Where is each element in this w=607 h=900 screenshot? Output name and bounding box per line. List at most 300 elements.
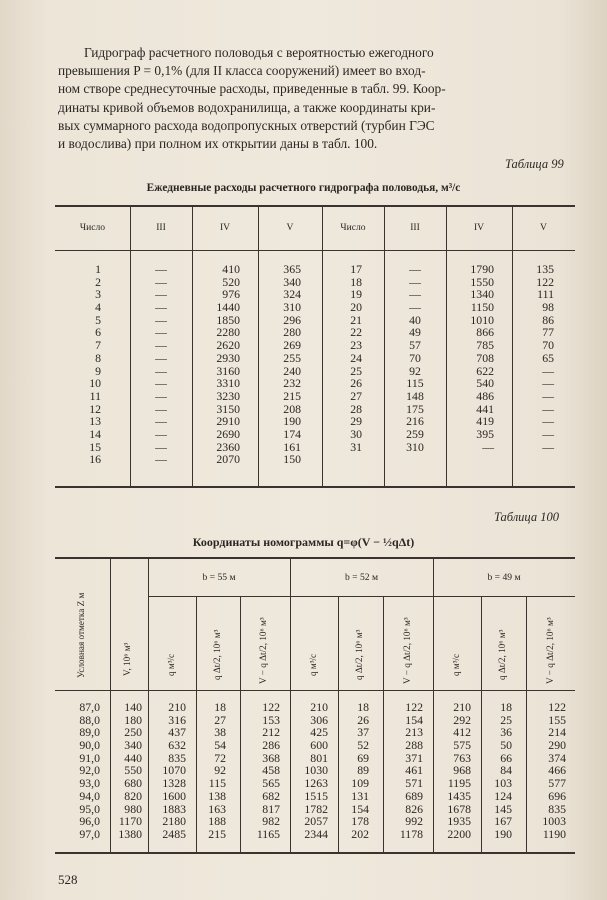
table-cell: —	[542, 426, 554, 441]
table-cell: 763	[453, 750, 471, 765]
table-cell: 124	[494, 788, 512, 803]
table-cell: —	[155, 350, 167, 365]
table99-col	[258, 263, 301, 466]
table-cell: 36	[500, 725, 512, 740]
table-cell: —	[155, 401, 167, 416]
table99-col	[512, 263, 554, 453]
table100-col	[55, 701, 100, 841]
table-cell: 65	[542, 350, 554, 365]
table-cell: 365	[283, 262, 301, 276]
table-cell: 440	[124, 750, 142, 765]
table-cell: 1195	[447, 776, 471, 791]
table-cell: 155	[548, 712, 566, 727]
table-cell: 622	[476, 363, 494, 378]
table-cell: 1150	[470, 300, 494, 315]
table-cell: 708	[476, 350, 494, 365]
table-cell: 371	[405, 750, 423, 765]
table-cell: 88,0	[79, 712, 100, 727]
table99-col	[384, 263, 446, 453]
table-cell: 77	[542, 325, 554, 340]
table-cell: 188	[208, 814, 226, 829]
table-cell: 2620	[216, 338, 240, 353]
table-cell: 167	[494, 814, 512, 829]
table99-header: III	[410, 222, 420, 233]
table-cell: 66	[500, 750, 512, 765]
table-cell: —	[155, 363, 167, 378]
paragraph-line: и водослива) при полном их открытии даны в табл. 100.	[58, 136, 378, 152]
table-cell: —	[542, 388, 554, 403]
table-cell: 49	[409, 325, 421, 340]
table-cell: 25	[350, 363, 362, 378]
table-cell: 2	[95, 274, 101, 289]
table-cell: 866	[476, 325, 494, 340]
table-cell: 111	[537, 287, 554, 302]
table-cell: 20	[350, 300, 362, 315]
table99-header: IV	[473, 222, 485, 233]
group-header: b = 49 м	[487, 572, 521, 583]
table99-header: III	[156, 222, 166, 233]
table-cell: 982	[262, 814, 280, 829]
table-cell: 2360	[216, 439, 240, 454]
table-cell: 2930	[216, 350, 240, 365]
table99-header: IV	[219, 222, 231, 233]
table100-title: Координаты номограммы q=φ(V − ½qΔt)	[192, 535, 415, 549]
table-cell: 52	[357, 738, 369, 753]
table99-header: V	[286, 222, 294, 233]
table-cell: 2280	[216, 325, 240, 340]
header-net-volume: V − q Δt/2, 10⁶ м³	[402, 617, 412, 684]
table-cell: 215	[283, 388, 301, 403]
table-cell: —	[542, 414, 554, 429]
paragraph-line: вых суммарного расхода водопропускных отверстий (турбин ГЭС	[58, 117, 435, 133]
table-cell: 96,0	[79, 814, 100, 829]
table-cell: 410	[222, 262, 240, 276]
table-cell: 425	[310, 725, 328, 740]
table-cell: 1070	[162, 763, 186, 778]
table99-header-rule	[55, 250, 575, 251]
header-volume: V, 10⁶ м³	[122, 642, 132, 676]
header-net-volume: V − q Δt/2, 10⁶ м³	[258, 617, 268, 684]
table-cell: 122	[262, 700, 280, 714]
table-cell: 232	[283, 376, 301, 391]
table-cell: 437	[168, 725, 186, 740]
table-cell: 280	[283, 325, 301, 340]
header-half-volume: q Δt/2, 10⁶ м³	[497, 629, 507, 680]
table-cell: 89,0	[79, 725, 100, 740]
table100-col	[383, 701, 423, 841]
table-cell: 1935	[447, 814, 471, 829]
table100-col	[148, 701, 186, 841]
table-cell: 14	[89, 426, 101, 441]
table-cell: 54	[214, 738, 226, 753]
table-cell: 97,0	[79, 826, 100, 841]
table-cell: 92,0	[79, 763, 100, 778]
table-cell: 540	[476, 376, 494, 391]
group-header: b = 55 м	[202, 572, 236, 583]
table-cell: 21	[350, 312, 362, 327]
table-cell: 70	[409, 350, 421, 365]
table100-label: Таблица 100	[494, 510, 559, 524]
table-cell: 374	[548, 750, 566, 765]
table-cell: 310	[283, 300, 301, 315]
table-cell: 29	[350, 414, 362, 429]
table-cell: 27	[350, 388, 362, 403]
table-cell: 466	[548, 763, 566, 778]
header-discharge: q м³/с	[166, 653, 176, 676]
paragraph-line: динаты кривой объемов водохранилища, а также координаты кри-	[58, 99, 436, 115]
table-cell: 15	[89, 439, 101, 454]
table100-bottom-rule	[55, 852, 575, 854]
table-cell: 441	[476, 401, 494, 416]
table-cell: 286	[262, 738, 280, 753]
table-cell: 57	[409, 338, 421, 353]
table-cell: 23	[350, 338, 362, 353]
table-cell: 316	[168, 712, 186, 727]
table-cell: 3160	[216, 363, 240, 378]
table-cell: 8	[95, 350, 101, 365]
table-cell: —	[155, 338, 167, 353]
header-half-volume: q Δt/2, 10⁶ м³	[212, 629, 222, 680]
table99-col	[130, 263, 192, 466]
table-cell: —	[155, 300, 167, 315]
table-cell: 290	[548, 738, 566, 753]
table-cell: —	[155, 287, 167, 302]
table99-header: Число	[340, 222, 366, 233]
header-net-volume: V − q Δt/2, 10⁶ м³	[545, 617, 555, 684]
table-cell: 13	[89, 414, 101, 429]
table-cell: 4	[95, 300, 101, 315]
table-cell: —	[542, 439, 554, 454]
table-cell: 18	[500, 700, 512, 714]
table-cell: 87,0	[79, 700, 100, 714]
table-cell: 174	[283, 426, 301, 441]
table-cell: 2057	[304, 814, 328, 829]
table-cell: 210	[168, 700, 186, 714]
table-cell: 28	[350, 401, 362, 416]
table-cell: 150	[283, 452, 301, 467]
table-cell: 835	[168, 750, 186, 765]
table-cell: 1790	[470, 262, 494, 276]
table-cell: 2690	[216, 426, 240, 441]
table-cell: 154	[351, 801, 369, 816]
table-cell: 1170	[118, 814, 142, 829]
table-cell: 131	[351, 788, 369, 803]
table-cell: —	[155, 452, 167, 467]
table-cell: 1030	[304, 763, 328, 778]
table99-label: Таблица 99	[505, 157, 564, 171]
table99-bottom-rule	[55, 486, 575, 488]
table-cell: 215	[208, 826, 226, 841]
table-cell: 306	[310, 712, 328, 727]
table-cell: 1190	[542, 826, 566, 841]
table-cell: 161	[283, 439, 301, 454]
table-cell: 84	[500, 763, 512, 778]
header-half-volume: q Δt/2, 10⁶ м³	[354, 629, 364, 680]
table-cell: 1263	[304, 776, 328, 791]
table-cell: 2344	[304, 826, 328, 841]
table99-header: Число	[79, 222, 106, 233]
table-cell: 292	[453, 712, 471, 727]
table-cell: —	[155, 376, 167, 391]
table-cell: 210	[453, 700, 471, 714]
table-cell: 122	[536, 274, 554, 289]
table-cell: —	[155, 325, 167, 340]
table-cell: 72	[214, 750, 226, 765]
table-cell: 696	[548, 788, 566, 803]
table-cell: 153	[262, 712, 280, 727]
table-cell: 212	[262, 725, 280, 740]
table-cell: 240	[283, 363, 301, 378]
table100-col	[290, 701, 328, 841]
table99-col	[322, 263, 362, 453]
table-cell: 550	[124, 763, 142, 778]
table-cell: 296	[283, 312, 301, 327]
table-cell: 1165	[256, 826, 280, 841]
table-cell: —	[155, 274, 167, 289]
table-cell: 785	[476, 338, 494, 353]
table-cell: 70	[542, 338, 554, 353]
table-cell: 214	[548, 725, 566, 740]
table-cell: 5	[95, 312, 101, 327]
table-cell: 135	[536, 262, 554, 276]
table-cell: 968	[453, 763, 471, 778]
table-cell: 40	[409, 312, 421, 327]
table-cell: —	[542, 401, 554, 416]
table-cell: 38	[214, 725, 226, 740]
table-cell: 288	[405, 738, 423, 753]
table-cell: 69	[357, 750, 369, 765]
header-discharge: q м³/с	[308, 653, 318, 676]
table-cell: 269	[283, 338, 301, 353]
table-cell: 980	[124, 801, 142, 816]
table-cell: —	[409, 274, 421, 289]
table-cell: 632	[168, 738, 186, 753]
table-cell: 419	[476, 414, 494, 429]
table-cell: 817	[262, 801, 280, 816]
table100-top-rule	[55, 557, 575, 559]
table-cell: 154	[405, 712, 423, 727]
table-cell: 682	[262, 788, 280, 803]
table99-header: V	[540, 222, 547, 233]
table-cell: 801	[310, 750, 328, 765]
table99-col	[192, 263, 240, 466]
table-cell: 571	[405, 776, 423, 791]
table-cell: 12	[89, 401, 101, 416]
table-cell: 27	[214, 712, 226, 727]
table-cell: 1	[95, 262, 101, 276]
table-cell: 94,0	[79, 788, 100, 803]
table-cell: 340	[124, 738, 142, 753]
table100-col	[240, 701, 280, 841]
header-discharge: q м³/с	[451, 653, 461, 676]
table100-group-rule	[148, 596, 575, 597]
table-cell: 3150	[216, 401, 240, 416]
table-cell: 208	[283, 401, 301, 416]
table-cell: 138	[208, 788, 226, 803]
table-cell: 9	[95, 363, 101, 378]
table100-col	[481, 701, 512, 841]
table-cell: 18	[214, 700, 226, 714]
table-cell: 1678	[447, 801, 471, 816]
table-cell: —	[155, 439, 167, 454]
table-cell: 148	[406, 388, 424, 403]
table-cell: 259	[406, 426, 424, 441]
table-cell: 122	[548, 700, 566, 714]
table-cell: 122	[405, 700, 423, 714]
table-cell: 26	[350, 376, 362, 391]
table-cell: —	[155, 262, 167, 276]
table99-col	[55, 263, 101, 466]
table-cell: 92	[409, 363, 421, 378]
table-cell: 7	[95, 338, 101, 353]
table-cell: 213	[405, 725, 423, 740]
table-cell: 103	[494, 776, 512, 791]
table-cell: 19	[350, 287, 362, 302]
table-cell: 109	[351, 776, 369, 791]
paragraph-line: ном створе среднесуточные расходы, приведенные в табл. 99. Коор-	[58, 81, 446, 97]
table-cell: 2485	[162, 826, 186, 841]
table-cell: 395	[476, 426, 494, 441]
table-cell: 90,0	[79, 738, 100, 753]
table-cell: 1782	[304, 801, 328, 816]
table-cell: 1340	[470, 287, 494, 302]
table-cell: 3310	[216, 376, 240, 391]
table100-col	[196, 701, 226, 841]
table-cell: 190	[283, 414, 301, 429]
table99-title: Ежедневные расходы расчетного гидрографа половодья, м³/с	[146, 182, 461, 194]
table-cell: 1515	[304, 788, 328, 803]
table-cell: 340	[283, 274, 301, 289]
table-cell: 2070	[216, 452, 240, 467]
table-cell: 22	[350, 325, 362, 340]
table-cell: 50	[500, 738, 512, 753]
table-cell: —	[482, 439, 494, 454]
table-cell: —	[409, 300, 421, 315]
table-cell: 992	[405, 814, 423, 829]
table100-col	[433, 701, 471, 841]
table-cell: 210	[310, 700, 328, 714]
table-cell: 1440	[216, 300, 240, 315]
table-cell: 310	[406, 439, 424, 454]
table-cell: 368	[262, 750, 280, 765]
intro-paragraph	[58, 44, 578, 153]
table-cell: 16	[89, 452, 101, 467]
table-cell: 486	[476, 388, 494, 403]
table-cell: —	[542, 376, 554, 391]
table-cell: 37	[357, 725, 369, 740]
table-cell: 2180	[162, 814, 186, 829]
table100-header-rule	[55, 690, 575, 691]
table-cell: 2200	[447, 826, 471, 841]
table-cell: 3	[95, 287, 101, 302]
paragraph-line: превышения P = 0,1% (для II класса сооружений) имеет во вход-	[58, 63, 426, 79]
table-cell: 575	[453, 738, 471, 753]
table-cell: 30	[350, 426, 362, 441]
table100-col	[338, 701, 369, 841]
table-cell: 600	[310, 738, 328, 753]
table-cell: —	[542, 363, 554, 378]
table-cell: 18	[357, 700, 369, 714]
table-cell: 3230	[216, 388, 240, 403]
table-cell: 1850	[216, 312, 240, 327]
table-cell: 1600	[162, 788, 186, 803]
page-number: 528	[58, 872, 78, 887]
table-cell: 689	[405, 788, 423, 803]
table-cell: 2910	[216, 414, 240, 429]
table-cell: 25	[500, 712, 512, 727]
table-cell: 11	[89, 388, 101, 403]
table100-col	[110, 701, 142, 841]
table-cell: —	[155, 414, 167, 429]
table100-col	[526, 701, 566, 841]
table-cell: 31	[350, 439, 362, 454]
table-cell: 190	[494, 826, 512, 841]
table-cell: 145	[494, 801, 512, 816]
table-cell: —	[409, 287, 421, 302]
table-cell: 115	[208, 776, 226, 791]
table-cell: 324	[283, 287, 301, 302]
table-cell: 202	[351, 826, 369, 841]
table-cell: 520	[222, 274, 240, 289]
table-cell: 180	[124, 712, 142, 727]
table-cell: 175	[406, 401, 424, 416]
table-cell: 24	[350, 350, 362, 365]
paragraph-line: Гидрограф расчетного половодья с вероятностью ежегодного	[84, 45, 434, 60]
table99-top-rule	[55, 205, 575, 207]
table-cell: 255	[283, 350, 301, 365]
table-cell: —	[155, 388, 167, 403]
table-cell: 26	[357, 712, 369, 727]
table-cell: 92	[214, 763, 226, 778]
table-cell: 826	[405, 801, 423, 816]
table-cell: 89	[357, 763, 369, 778]
table-cell: 1178	[399, 826, 423, 841]
table-cell: 93,0	[79, 776, 100, 791]
table-cell: 6	[95, 325, 101, 340]
table-cell: 835	[548, 801, 566, 816]
table-cell: 10	[89, 376, 101, 391]
table-cell: 412	[453, 725, 471, 740]
table-cell: 976	[222, 287, 240, 302]
table-cell: 250	[124, 725, 142, 740]
table-cell: 458	[262, 763, 280, 778]
table-cell: 91,0	[79, 750, 100, 765]
table-cell: —	[155, 312, 167, 327]
table-cell: 140	[124, 700, 142, 714]
table-cell: 1003	[542, 814, 566, 829]
table-cell: 163	[208, 801, 226, 816]
table-cell: 680	[124, 776, 142, 791]
table-cell: 216	[406, 414, 424, 429]
table-cell: 1010	[470, 312, 494, 327]
table-cell: 98	[542, 300, 554, 315]
table-cell: 86	[542, 312, 554, 327]
table-cell: 577	[548, 776, 566, 791]
table99-col	[446, 263, 494, 453]
table-cell: 820	[124, 788, 142, 803]
table-cell: 178	[351, 814, 369, 829]
table-cell: 1883	[162, 801, 186, 816]
table-cell: 565	[262, 776, 280, 791]
table-cell: 115	[406, 376, 424, 391]
group-header: b = 52 м	[344, 572, 379, 583]
table-cell: 1550	[470, 274, 494, 289]
table-cell: 461	[405, 763, 423, 778]
table-cell: 1328	[162, 776, 186, 791]
table-cell: 1435	[447, 788, 471, 803]
table-cell: 18	[350, 274, 362, 289]
table-cell: —	[155, 426, 167, 441]
